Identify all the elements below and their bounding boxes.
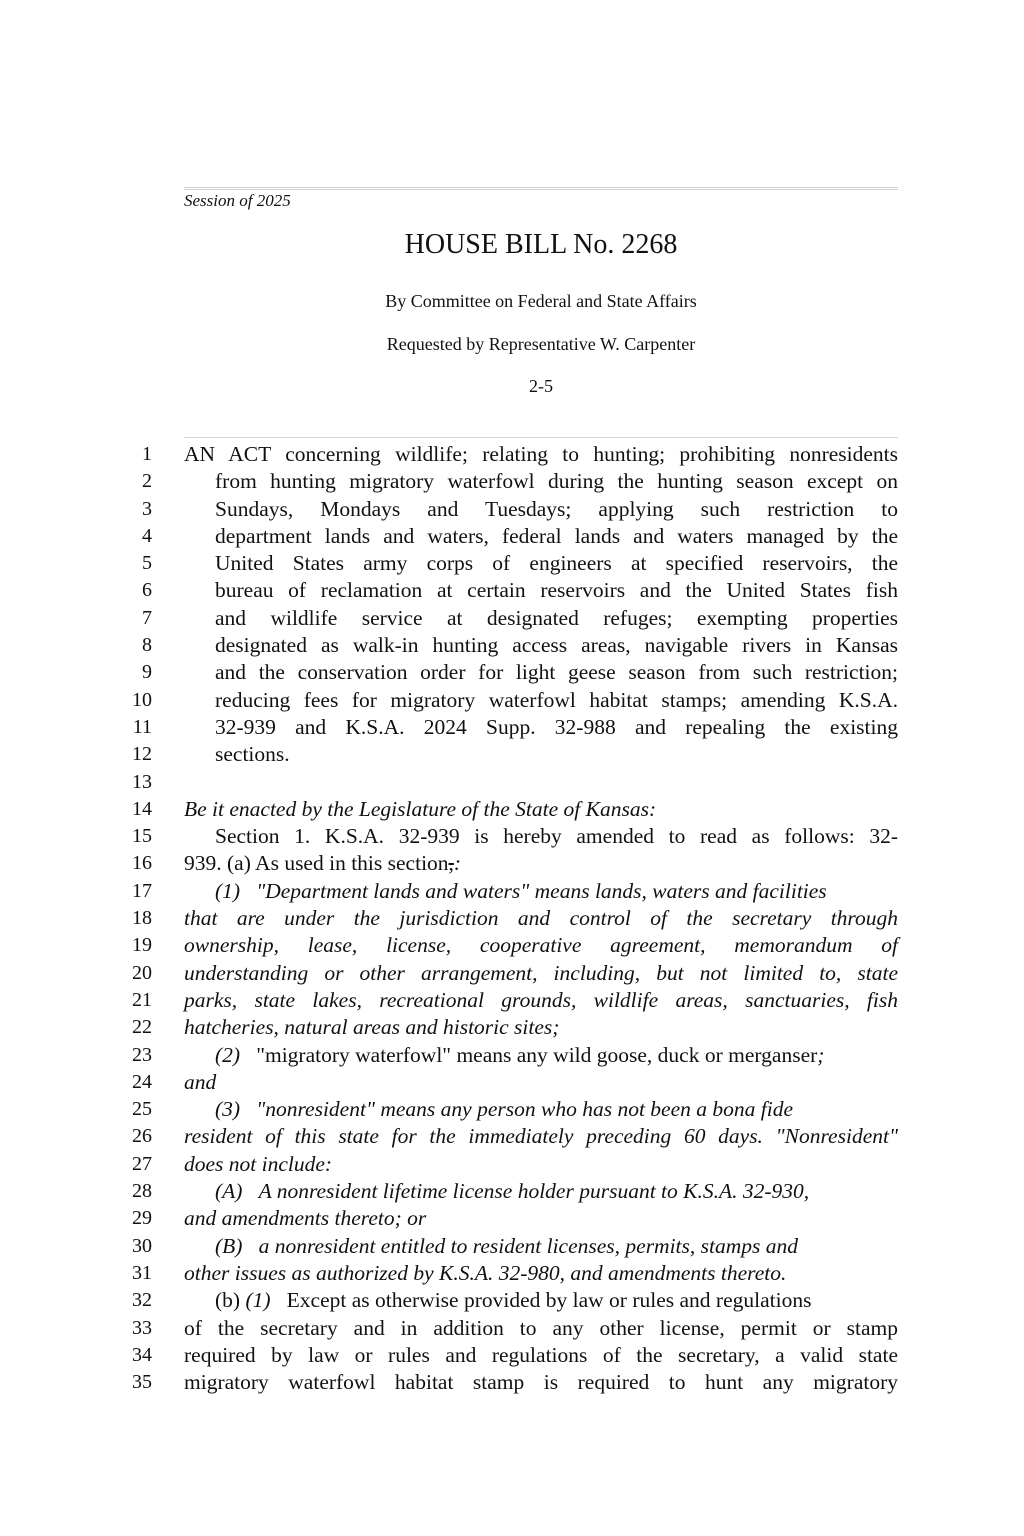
text-line (184, 1233, 898, 1260)
text-line: sections. (215, 742, 290, 767)
text-line: 32-939 and K.S.A. 2024 Supp. 32-988 and repealing the existing (215, 714, 898, 739)
inserted-text: ; (817, 1042, 825, 1067)
enacting-clause: Be it enacted by the Legislature of the State of Kansas: (184, 796, 657, 821)
text-line: AN ACT concerning wildlife; relating to hunting; prohibiting nonresidents (184, 442, 898, 466)
item-number: (B) (215, 1233, 243, 1258)
line-number: 20 (132, 961, 152, 984)
text-line (184, 1260, 898, 1287)
text-line: and wildlife service at designated refuges; exempting properties (215, 605, 898, 630)
line-numbers (100, 441, 152, 1396)
line-number: 24 (132, 1070, 152, 1093)
text-line: migratory waterfowl habitat stamp is required to hunt any migratory (184, 1370, 898, 1395)
text-line: designated as walk-in hunting access areas, navigable rivers in Kansas (215, 633, 898, 658)
line-number: 28 (132, 1180, 152, 1203)
line-number: 26 (132, 1125, 152, 1148)
blank-line (184, 769, 898, 796)
item-number: (3) (215, 1097, 241, 1122)
item-number: (1) (245, 1288, 271, 1313)
line-number: 13 (132, 770, 152, 793)
line-number: 21 (132, 988, 152, 1011)
text-line: from hunting migratory waterfowl during the hunting season except on (215, 469, 898, 494)
section-heading-line: Section 1. K.S.A. 32-939 is hereby amended to read as follows: 32- (215, 824, 898, 849)
text-span: Except as otherwise provided by law or rules and regulations (286, 1288, 812, 1313)
item-number: (2) (215, 1042, 241, 1067)
text-span: other issues as authorized by K.S.A. 32-980, and amendments thereto (184, 1260, 781, 1285)
text-line: that are under the jurisdiction and control of the secretary through (184, 906, 898, 931)
line-number: 10 (132, 688, 152, 711)
line-number: 15 (132, 825, 152, 848)
item-number: (A) (215, 1179, 243, 1204)
text-line (184, 878, 898, 905)
text-span: "nonresident" means any person who has not been a bona fide (256, 1097, 793, 1122)
struck-text: , (448, 851, 454, 876)
line-number: 31 (132, 1261, 152, 1284)
text-line: bureau of reclamation at certain reservoirs and the United States fish (215, 578, 898, 603)
title-rule (184, 437, 898, 438)
text-line: parks, state lakes, recreational grounds, wildlife areas, sanctuaries, fish (184, 987, 898, 1012)
text-line (184, 1096, 898, 1123)
text-line: understanding or other arrangement, including, but not limited to, state (184, 960, 898, 985)
line-number: 1 (142, 443, 152, 465)
line-number: 4 (142, 524, 152, 547)
line-number: 35 (132, 1371, 152, 1394)
bill-body (184, 441, 898, 1396)
text-span: "migratory waterfowl" means any wild goose, duck or merganser (256, 1042, 818, 1067)
line-number: 18 (132, 907, 152, 930)
line-number: 2 (142, 470, 152, 493)
text-line: and amendments thereto; or (184, 1206, 427, 1231)
header-rule (184, 187, 898, 192)
session-label: Session of 2025 (184, 191, 291, 210)
item-number: (1) (215, 878, 241, 903)
line-number: 22 (132, 1016, 152, 1039)
line-number: 27 (132, 1152, 152, 1175)
text-line (184, 1287, 898, 1314)
text-line: and the conservation order for light geese season from such restriction; (215, 660, 898, 685)
text-line: reducing fees for migratory waterfowl habitat stamps; amending K.S.A. (215, 687, 898, 712)
text-line: does not include: (184, 1151, 333, 1176)
text-line: of the secretary and in addition to any other license, permit or stamp (184, 1315, 898, 1340)
line-number: 30 (132, 1234, 152, 1257)
bill-title: HOUSE BILL No. 2268 (404, 229, 678, 260)
text-span: A nonresident lifetime license holder pursuant to K.S.A. 32-930, (258, 1179, 810, 1204)
inserted-text: : (453, 851, 462, 876)
inserted-text: . (780, 1260, 787, 1285)
line-number: 34 (132, 1343, 152, 1366)
line-number: 17 (132, 879, 152, 902)
text-line: ownership, lease, license, cooperative agreement, memorandum of (184, 933, 898, 958)
line-number: 14 (132, 797, 152, 820)
line-number: 11 (132, 715, 152, 738)
text-line (184, 1042, 898, 1069)
line-number: 9 (142, 661, 152, 684)
line-number: 29 (132, 1207, 152, 1230)
line-number: 19 (132, 934, 152, 957)
text-span: a nonresident entitled to resident licenses, permits, stamps and (258, 1233, 799, 1258)
line-number: 25 (132, 1098, 152, 1121)
text-line: and (184, 1069, 217, 1094)
text-line: Sundays, Mondays and Tuesdays; applying such restriction to (215, 496, 898, 521)
line-number: 12 (132, 743, 152, 766)
text-line: United States army corps of engineers at specified reservoirs, the (215, 551, 898, 576)
text-line (184, 1178, 898, 1205)
text-span: 939. (a) As used in this section (184, 851, 449, 876)
line-number: 3 (142, 497, 152, 520)
requested-by-line: Requested by Representative W. Carpenter (386, 334, 696, 354)
text-line: required by law or rules and regulations of the secretary, a valid state (184, 1342, 898, 1367)
introduction-date: 2-5 (529, 376, 553, 396)
line-number: 32 (132, 1289, 152, 1312)
text-line: resident of this state for the immediately preceding 60 days. "Nonresident" (184, 1124, 898, 1149)
text-span: "Department lands and waters" means lands, waters and facilities (256, 878, 827, 903)
line-number: 6 (142, 579, 152, 602)
line-number: 7 (142, 606, 152, 629)
line-number: 8 (142, 634, 152, 657)
line-number: 33 (132, 1316, 152, 1339)
line-number: 5 (142, 552, 152, 575)
text-line: hatcheries, natural areas and historic sites; (184, 1015, 560, 1040)
text-line (184, 850, 898, 877)
committee-line: By Committee on Federal and State Affairs (385, 291, 697, 311)
subsection-label: (b) (215, 1288, 241, 1313)
text-line: department lands and waters, federal lands and waters managed by the (215, 523, 898, 548)
line-number: 23 (132, 1043, 152, 1066)
line-number: 16 (132, 852, 152, 875)
